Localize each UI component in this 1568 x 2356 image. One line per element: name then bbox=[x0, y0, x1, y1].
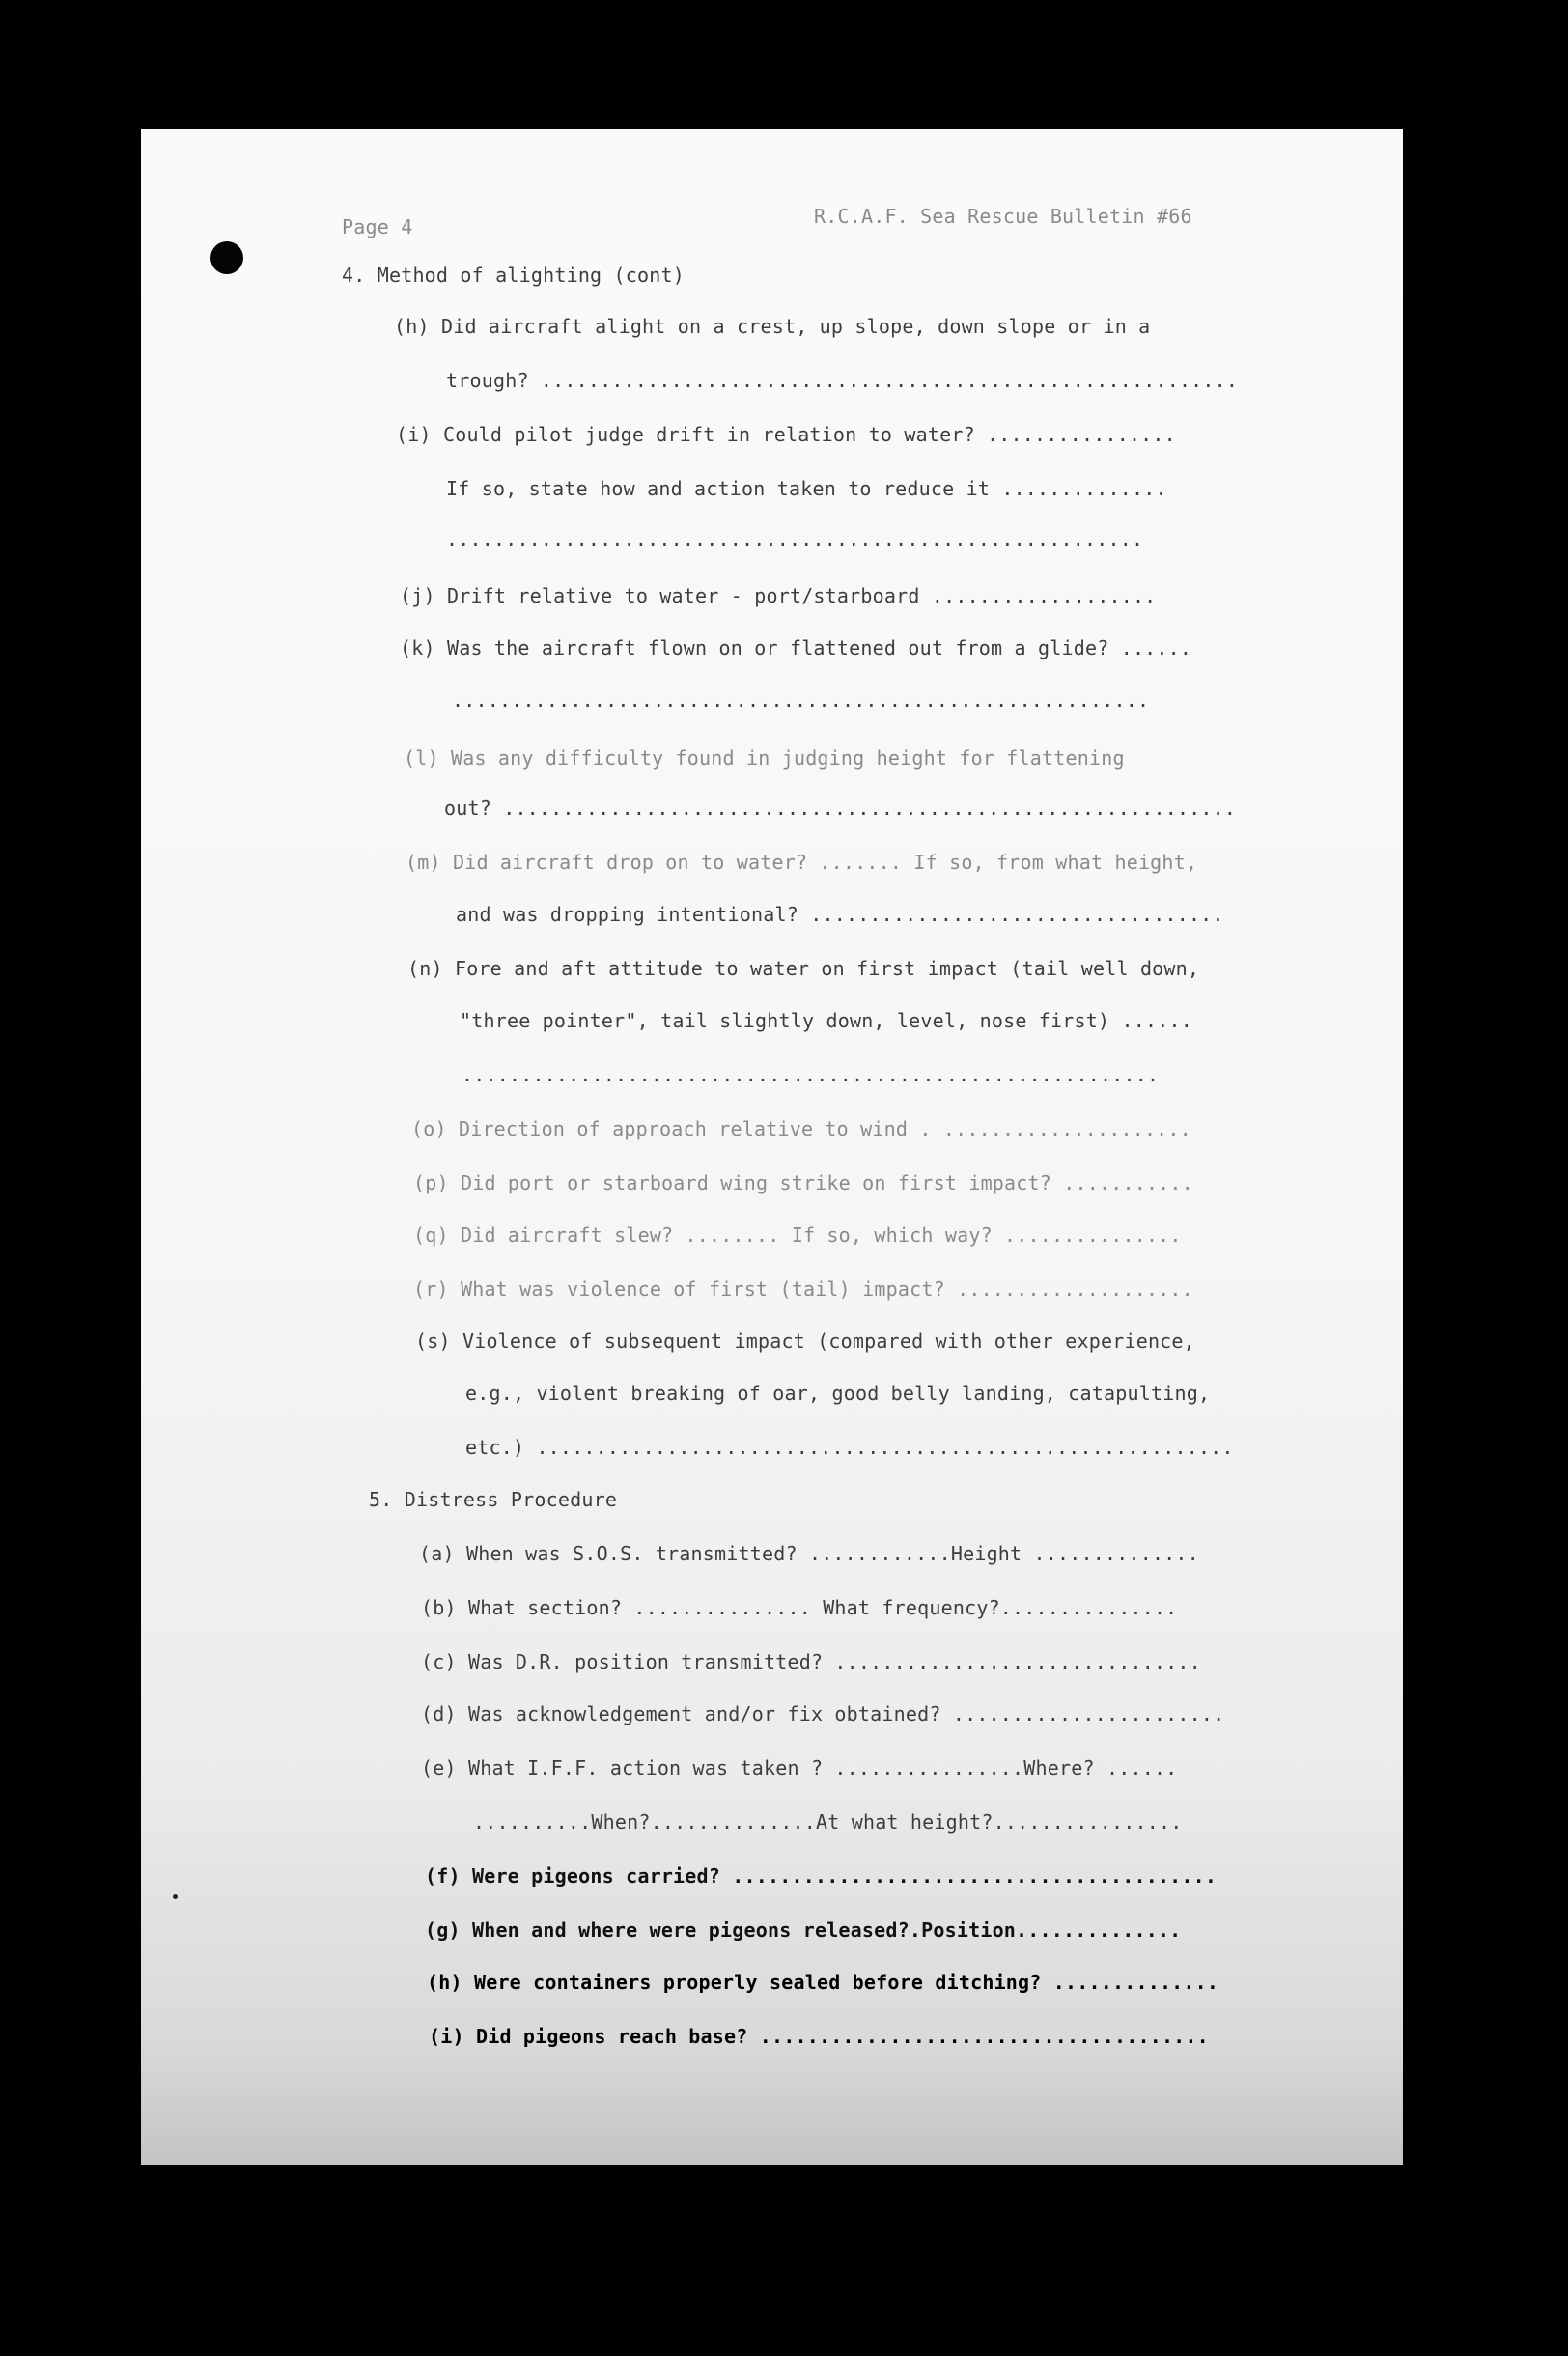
item-i-cont: If so, state how and action taken to reduce it .............. bbox=[446, 477, 1167, 500]
item-o: (o) Direction of approach relative to wind . ..................... bbox=[411, 1117, 1191, 1140]
item-n-cont: "three pointer", tail slightly down, level, nose first) ...... bbox=[460, 1009, 1192, 1032]
page-number: Page 4 bbox=[342, 215, 413, 238]
item-5a: (a) When was S.O.S. transmitted? ............Height .............. bbox=[419, 1542, 1199, 1565]
document-page bbox=[141, 129, 1403, 2165]
item-n: (n) Fore and aft attitude to water on first impact (tail well down, bbox=[407, 957, 1200, 980]
item-5c: (c) Was D.R. position transmitted? ............................... bbox=[421, 1650, 1201, 1673]
item-5b: (b) What section? ............... What frequency?............... bbox=[421, 1596, 1178, 1619]
item-5i: (i) Did pigeons reach base? ...................................... bbox=[429, 2025, 1209, 2048]
item-h-cont: trough? ........................................................... bbox=[446, 369, 1239, 392]
punch-hole bbox=[210, 241, 243, 274]
item-s: (s) Violence of subsequent impact (compared with other experience, bbox=[415, 1330, 1195, 1353]
bulletin-title: R.C.A.F. Sea Rescue Bulletin #66 bbox=[814, 205, 1192, 228]
item-s-cont-2: etc.) ........................................................... bbox=[465, 1436, 1234, 1459]
item-k-dots: ........................................................... bbox=[452, 688, 1150, 712]
ink-speck bbox=[173, 1894, 178, 1899]
item-5h: (h) Were containers properly sealed before ditching? .............. bbox=[427, 1971, 1219, 1994]
item-j: (j) Drift relative to water - port/starboard ................... bbox=[400, 584, 1157, 607]
item-k: (k) Was the aircraft flown on or flattened out from a glide? ...... bbox=[400, 636, 1192, 659]
item-5e: (e) What I.F.F. action was taken ? ................Where? ...... bbox=[421, 1756, 1178, 1780]
item-l-cont: out? .............................................................. bbox=[444, 797, 1237, 820]
item-l: (l) Was any difficulty found in judging height for flattening bbox=[404, 746, 1125, 770]
item-m-cont: and was dropping intentional? ................................... bbox=[456, 903, 1224, 926]
item-5f: (f) Were pigeons carried? ......................................... bbox=[425, 1865, 1218, 1888]
section-heading-4: 4. Method of alighting (cont) bbox=[342, 264, 685, 287]
item-5d: (d) Was acknowledgement and/or fix obtained? ....................... bbox=[421, 1702, 1225, 1725]
item-i-dots: ........................................................... bbox=[446, 527, 1144, 550]
item-i: (i) Could pilot judge drift in relation to water? ................ bbox=[396, 423, 1176, 446]
item-s-cont: e.g., violent breaking of oar, good belly landing, catapulting, bbox=[465, 1382, 1211, 1405]
item-q: (q) Did aircraft slew? ........ If so, which way? ............... bbox=[413, 1223, 1182, 1247]
item-p: (p) Did port or starboard wing strike on first impact? ........... bbox=[413, 1171, 1193, 1194]
item-m: (m) Did aircraft drop on to water? ....... If so, from what height, bbox=[406, 851, 1198, 874]
item-n-dots: ........................................................... bbox=[462, 1063, 1160, 1086]
item-r: (r) What was violence of first (tail) impact? .................... bbox=[413, 1277, 1193, 1301]
item-h: (h) Did aircraft alight on a crest, up slope, down slope or in a bbox=[394, 315, 1151, 338]
section-heading-5: 5. Distress Procedure bbox=[369, 1488, 618, 1511]
item-5g: (g) When and where were pigeons released?.Position.............. bbox=[425, 1919, 1182, 1942]
item-5e-cont: ..........When?..............At what height?................ bbox=[473, 1810, 1183, 1834]
